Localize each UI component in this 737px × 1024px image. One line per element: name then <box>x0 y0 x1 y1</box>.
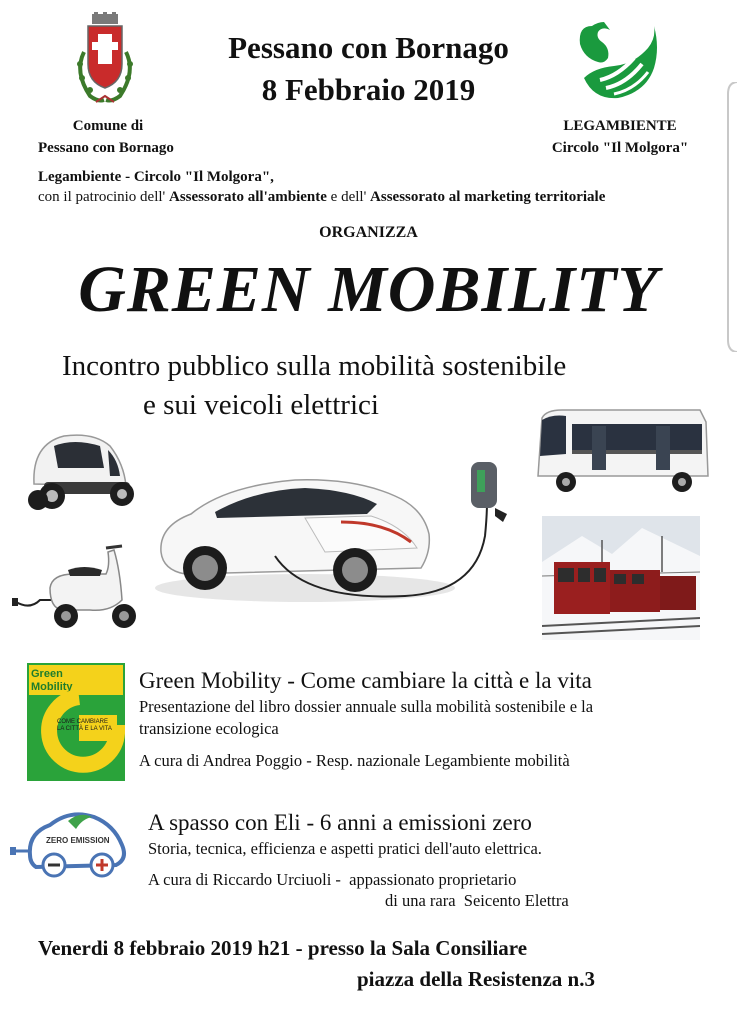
electric-bus-image <box>532 404 710 496</box>
legambiente-circle-name: Circolo "Il Molgora" <box>551 140 689 156</box>
municipality-label: Comune di <box>72 118 144 134</box>
edge-scroll-handle[interactable] <box>726 82 737 352</box>
book-subtitle-line-2: LA CITTÀ E LA VITA <box>57 726 112 732</box>
organizer-line: Legambiente - Circolo "Il Molgora", <box>38 169 274 185</box>
patronage-text: con il patrocinio dell' <box>38 189 170 205</box>
municipal-crest-icon <box>70 12 140 108</box>
section2-curator-line-2: di una rara Seicento Elettra <box>385 891 569 910</box>
section1-description-line-2: transizione ecologica <box>139 719 279 738</box>
municipality-name: Pessano con Bornago <box>38 140 174 156</box>
section1-title: Green Mobility - Come cambiare la città e la vita <box>139 668 592 693</box>
electric-car-charging-image <box>155 456 525 616</box>
subtitle-line-2: e sui veicoli elettrici <box>143 389 379 421</box>
event-address: piazza della Resistenza n.3 <box>357 967 595 991</box>
book-title-line-1: Green <box>31 668 63 680</box>
patronage-line <box>38 189 605 206</box>
event-town-heading: Pessano con Bornago <box>228 30 509 65</box>
subtitle-line-1: Incontro pubblico sulla mobilità sostenibile <box>62 350 567 382</box>
book-title-line-2: Mobility <box>31 681 73 693</box>
event-time-place: Venerdi 8 febbraio 2019 h21 - presso la Sala Consiliare <box>38 936 528 960</box>
event-title: GREEN MOBILITY <box>78 253 659 326</box>
twizy-car-image <box>14 424 144 516</box>
red-train-image <box>542 516 700 640</box>
section2-curator-line-1: A cura di Riccardo Urciuoli - appassionato proprietario <box>148 870 517 889</box>
book-subtitle-line-1: COME CAMBIARE <box>57 719 109 725</box>
zero-emission-text: ZERO EMISSION <box>46 836 110 845</box>
organizza-heading: ORGANIZZA <box>319 224 418 241</box>
book-cover-image <box>27 663 125 781</box>
patronage-office-2: Assessorato al marketing territoriale <box>370 189 606 205</box>
section2-title: A spasso con Eli - 6 anni a emissioni zero <box>148 810 532 835</box>
patronage-joiner: e dell' <box>326 189 371 205</box>
event-date-heading: 8 Febbraio 2019 <box>261 72 476 107</box>
swan-icon <box>574 18 660 106</box>
section1-curator: A cura di Andrea Poggio - Resp. nazionale Legambiente mobilità <box>139 751 570 770</box>
section2-description: Storia, tecnica, efficienza e aspetti pratici dell'auto elettrica. <box>148 839 542 858</box>
patronage-office-1: Assessorato all'ambiente <box>169 189 327 205</box>
zero-emission-car-icon <box>10 803 134 881</box>
electric-scooter-image <box>10 540 144 634</box>
section1-description-line-1: Presentazione del libro dossier annuale sulla mobilità sostenibile e la <box>139 697 594 716</box>
legambiente-label: LEGAMBIENTE <box>563 118 677 134</box>
